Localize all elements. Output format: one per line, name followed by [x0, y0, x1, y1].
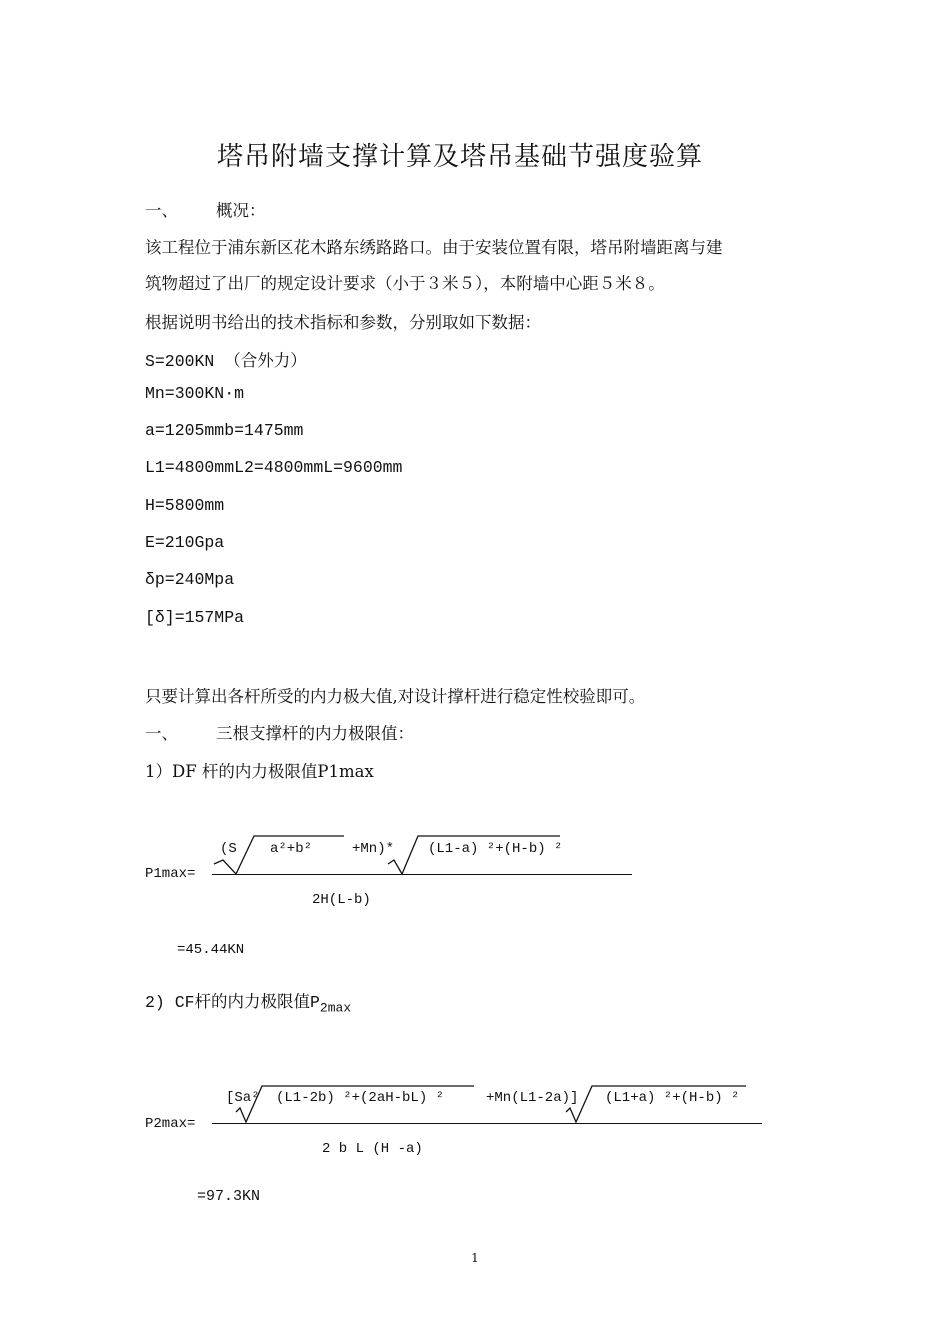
p1-numerator-open: (S [220, 841, 237, 857]
section-2-number: 一、 [145, 724, 178, 743]
p1-radicand-1: a²+b² [270, 841, 313, 857]
param-line: Mn=300KN·m [145, 384, 245, 403]
param-line: S=200KN （合外力） [145, 352, 307, 371]
param-line: [δ]=157MPa [145, 608, 245, 627]
p1-heading: 1）DF 杆的内力极限值P1max [145, 762, 374, 781]
section-1-number: 一、 [145, 201, 178, 220]
p2-heading [145, 988, 351, 1015]
p1-fraction-bar [212, 874, 632, 875]
p2-denominator: 2 b L (H -a) [322, 1141, 423, 1157]
overview-line-3: 根据说明书给出的技术指标和参数，分别取如下数据： [145, 313, 541, 332]
p2-radicand-2: (L1+a) ²+(H-b) ² [605, 1090, 740, 1106]
section-1-label: 概况： [216, 201, 266, 220]
p2-heading-text: 2) CF杆的内力极限值P [145, 993, 320, 1012]
intro-text: 只要计算出各杆所受的内力极大值,对设计撑杆进行稳定性校验即可。 [145, 687, 646, 706]
p2-numerator-open: [Sa² [226, 1090, 260, 1106]
param-line: δp=240Mpa [145, 570, 235, 589]
section-2-label: 三根支撑杆的内力极限值： [216, 724, 414, 743]
param-line: a=1205mmb=1475mm [145, 421, 304, 440]
p2-heading-subscript: 2max [319, 1000, 352, 1016]
p2-radicand-1: (L1-2b) ²+(2aH-bL) ² [276, 1090, 445, 1106]
overview-line-1: 该工程位于浦东新区花木路东绣路路口。由于安装位置有限，塔吊附墙距离与建 [145, 238, 723, 257]
p1-lhs: P1max= [145, 866, 196, 882]
p2-result: =97.3KN [197, 1188, 261, 1205]
p2-fraction-bar [212, 1123, 762, 1124]
param-line: E=210Gpa [145, 533, 225, 552]
p1-radicand-2: (L1-a) ²+(H-b) ² [428, 841, 563, 857]
p2-lhs: P2max= [145, 1116, 196, 1132]
document-title: 塔吊附墙支撑计算及塔吊基础节强度验算 [216, 142, 703, 172]
page-number: 1 [471, 1251, 479, 1265]
section-2-heading [145, 720, 414, 744]
section-1-heading [145, 197, 266, 221]
p1-result: =45.44KN [177, 942, 245, 958]
p2-numerator-mid: +Mn(L1-2a)] [486, 1090, 579, 1106]
p1-denominator: 2H(L-b) [312, 892, 371, 908]
param-line: H=5800mm [145, 496, 225, 515]
p1-numerator-mid: +Mn)* [352, 841, 395, 857]
overview-line-2: 筑物超过了出厂的规定设计要求（小于３米５），本附墙中心距５米８。 [145, 274, 665, 293]
param-line: L1=4800mmL2=4800mmL=9600mm [145, 458, 403, 477]
